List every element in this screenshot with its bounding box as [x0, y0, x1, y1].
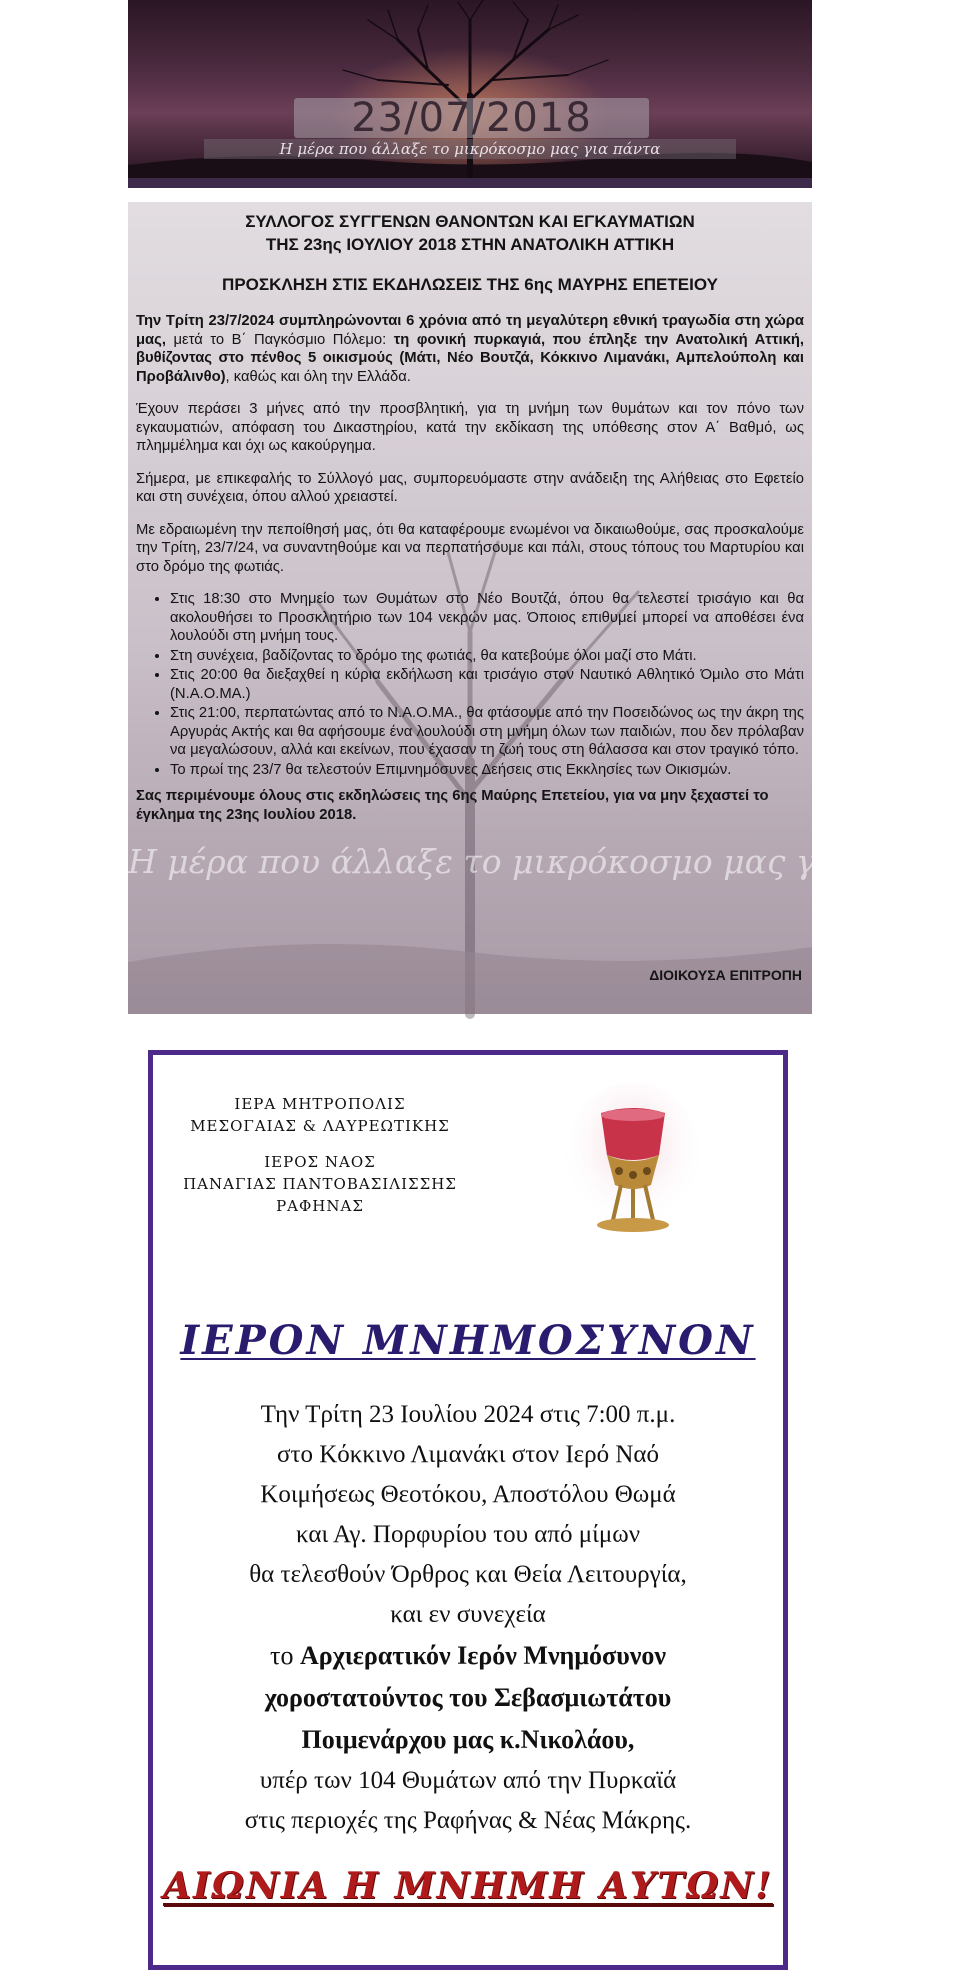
eternal-memory-text: ΑΙΩΝΙΑ Η ΜΝΗΜΗ ΑΥΤΩΝ! — [163, 1865, 773, 1907]
banner-date: 23/07/2018 — [294, 98, 649, 138]
church-header — [175, 1093, 465, 1217]
banner-bottom-strip — [128, 178, 812, 188]
memorial-bold-prefix: το — [270, 1641, 300, 1670]
church-line: ΡΑΦΗΝΑΣ — [276, 1197, 364, 1215]
event-item: • Στις 20:00 θα διεξαχθεί η κύρια εκδήλωση και τρισάγιο στον Ναυτικό Αθλητικό Όμιλο στο Μάτι (Ν.Α.Ο.ΜΑ.) — [170, 666, 804, 703]
memorial-bold-line: Ποιμενάρχου μας κ.Νικολάου, — [301, 1725, 635, 1754]
paragraph-1-end: , καθώς και όλη την Ελλάδα. — [225, 368, 411, 385]
announcement-content — [136, 210, 804, 824]
watermark-text: Η μέρα που άλλαξε το μικρόκοσμο μας για πάντα — [128, 842, 966, 881]
events-list — [136, 590, 804, 779]
org-title-line2: ΤΗΣ 23ης ΙΟΥΛΙΟΥ 2018 ΣΤΗΝ ΑΝΑΤΟΛΙΚΗ ΑΤΤΙΚΗ — [265, 235, 675, 254]
oil-lamp-icon — [563, 1085, 703, 1245]
tree-silhouette-image — [128, 0, 812, 188]
memorial-line: υπέρ των 104 Θυμάτων από την Πυρκαϊά — [259, 1767, 677, 1794]
memorial-bold-line: χοροστατούντος του Σεβασμιωτάτου — [264, 1683, 672, 1712]
paragraph-1 — [136, 312, 804, 386]
paragraph-2: Έχουν περάσει 3 μήνες από την προσβλητική, για τη μνήμη των θυμάτων και τον πόνο των εγκαυματιών, απόφαση του Δικαστηρίου, κατά την εκδίκαση της υπόθεσης στον Α΄ Βαθμό, ως πλημμέλημα και όχι ως κακούργημα. — [136, 401, 804, 454]
event-item: • Το πρωί της 23/7 θα τελεστούν Επιμνημόσυνες Δεήσεις στις Εκκλησίες των Οικισμών. — [170, 761, 804, 780]
org-title-line1: ΣΥΛΛΟΓΟΣ ΣΥΓΓΕΝΩΝ ΘΑΝΟΝΤΩΝ ΚΑΙ ΕΓΚΑΥΜΑΤΙΩΝ — [245, 212, 695, 231]
church-line: ΠΑΝΑΓΙΑΣ ΠΑΝΤΟΒΑΣΙΛΙΣΣΗΣ — [183, 1175, 457, 1193]
event-item: • Στις 21:00, περπατώντας από το Ν.Α.Ο.ΜΑ., θα φτάσουμε από την Ποσειδώνος ως την άκρη της Αργυράς Ακτής και θα αφήσουμε ένα λουλούδι στη μνήμη όλων των παιδιών, που δεν πρόλαβαν να μεγαλώσουν, αλλά και εκείνων, που έχασαν τη ζωή τους στη θάλασσα και στον τραγικό τόπο. — [170, 704, 804, 760]
memorial-line: Κοιμήσεως Θεοτόκου, Αποστόλου Θωμά — [260, 1481, 676, 1508]
memorial-line: και Αγ. Πορφυρίου του από μίμων — [295, 1521, 641, 1548]
memorial-bold-line — [153, 1635, 783, 1677]
paragraph-1-lead: Την Τρίτη 23/7/2024 συμπληρώνονται 6 χρόνια από τη μεγαλύτερη εθνική τραγωδία στη χώρα μας, — [136, 313, 804, 348]
banner-tagline: Η μέρα που άλλαξε το μικρόκοσμο μας για πάντα — [204, 139, 736, 159]
paragraph-1-bold: τη φονική πυρκαγιά, που έπληξε την Ανατολική Αττική, βυθίζοντας στο πένθος 5 οικισμούς (Μάτι, Νέο Βουτζά, Κόκκινο Λιμανάκι, Αμπελούπολη και Προβάλινθο) — [136, 331, 804, 385]
memorial-line: και εν συνεχεία — [390, 1601, 546, 1628]
invitation-title: ΠΡΟΣΚΛΗΣΗ ΣΤΙΣ ΕΚΔΗΛΩΣΕΙΣ ΤΗΣ 6ης ΜΑΥΡΗΣ ΕΠΕΤΕΙΟΥ — [222, 275, 718, 294]
event-item: • Στη συνέχεια, βαδίζοντας το δρόμο της φωτιάς, θα κατεβούμε όλοι μαζί στο Μάτι. — [170, 647, 804, 666]
announcement-panel — [128, 202, 966, 1014]
signature: ΔΙΟΙΚΟΥΣΑ ΕΠΙΤΡΟΠΗ — [649, 967, 802, 983]
memorial-card — [148, 1050, 788, 1970]
closing-text: Σας περιμένουμε όλους στις εκδηλώσεις της 6ης Μαύρης Επετείου, για να μην ξεχαστεί το έγκλημα της 23ης Ιουλίου 2018. — [136, 788, 769, 823]
memorial-line: στο Κόκκινο Λιμανάκι στον Ιερό Ναό — [276, 1441, 660, 1468]
header-banner — [128, 0, 812, 188]
church-line: ΙΕΡΟΣ ΝΑΟΣ — [264, 1153, 376, 1171]
memorial-line: Την Τρίτη 23 Ιουλίου 2024 στις 7:00 π.μ. — [260, 1401, 676, 1428]
memorial-line: στις περιοχές της Ραφήνας & Νέας Μάκρης. — [244, 1807, 692, 1834]
church-line: ΜΕΣΟΓΑΙΑΣ & ΛΑΥΡΕΩΤΙΚΗΣ — [190, 1117, 450, 1135]
paragraph-3: Σήμερα, με επικεφαλής το Σύλλογό μας, συμπορευόμαστε στην ανάδειξη της Αλήθειας στο Εφετείο και στη συνέχεια, όπου αλλού χρειαστεί. — [136, 470, 804, 505]
event-item: • Στις 18:30 στο Μνημείο των Θυμάτων στο Νέο Βουτζά, όπου θα τελεστεί τρισάγιο και θα ακολουθήσει το Προσκλητήριο των 104 νεκρών μας. Όποιος επιθυμεί μπορεί να αποθέσει ένα λουλούδι στη μνήμη τους. — [170, 590, 804, 646]
paragraph-4: Με εδραιωμένη την πεποίθησή μας, ότι θα καταφέρουμε ενωμένοι να δικαιωθούμε, σας προσκαλούμε την Τρίτη, 23/7/24, να συναντηθούμε και να περπατήσουμε και πάλι, στους τόπους του Μαρτυρίου και στο δρόμο της φωτιάς. — [136, 521, 804, 575]
memorial-title: ΙΕΡΟΝ ΜΝΗΜΟΣΥΝΟΝ — [180, 1317, 756, 1364]
paragraph-1-mid: μετά το Β΄ Παγκόσμιο Πόλεμο: — [165, 331, 394, 348]
memorial-line: θα τελεσθούν Όρθρος και Θεία Λειτουργία, — [249, 1561, 687, 1588]
memorial-bold-text: Αρχιερατικόν Ιερόν Μνημόσυνον — [300, 1641, 666, 1670]
church-line: ΙΕΡΑ ΜΗΤΡΟΠΟΛΙΣ — [234, 1095, 406, 1113]
memorial-text — [153, 1395, 783, 1841]
